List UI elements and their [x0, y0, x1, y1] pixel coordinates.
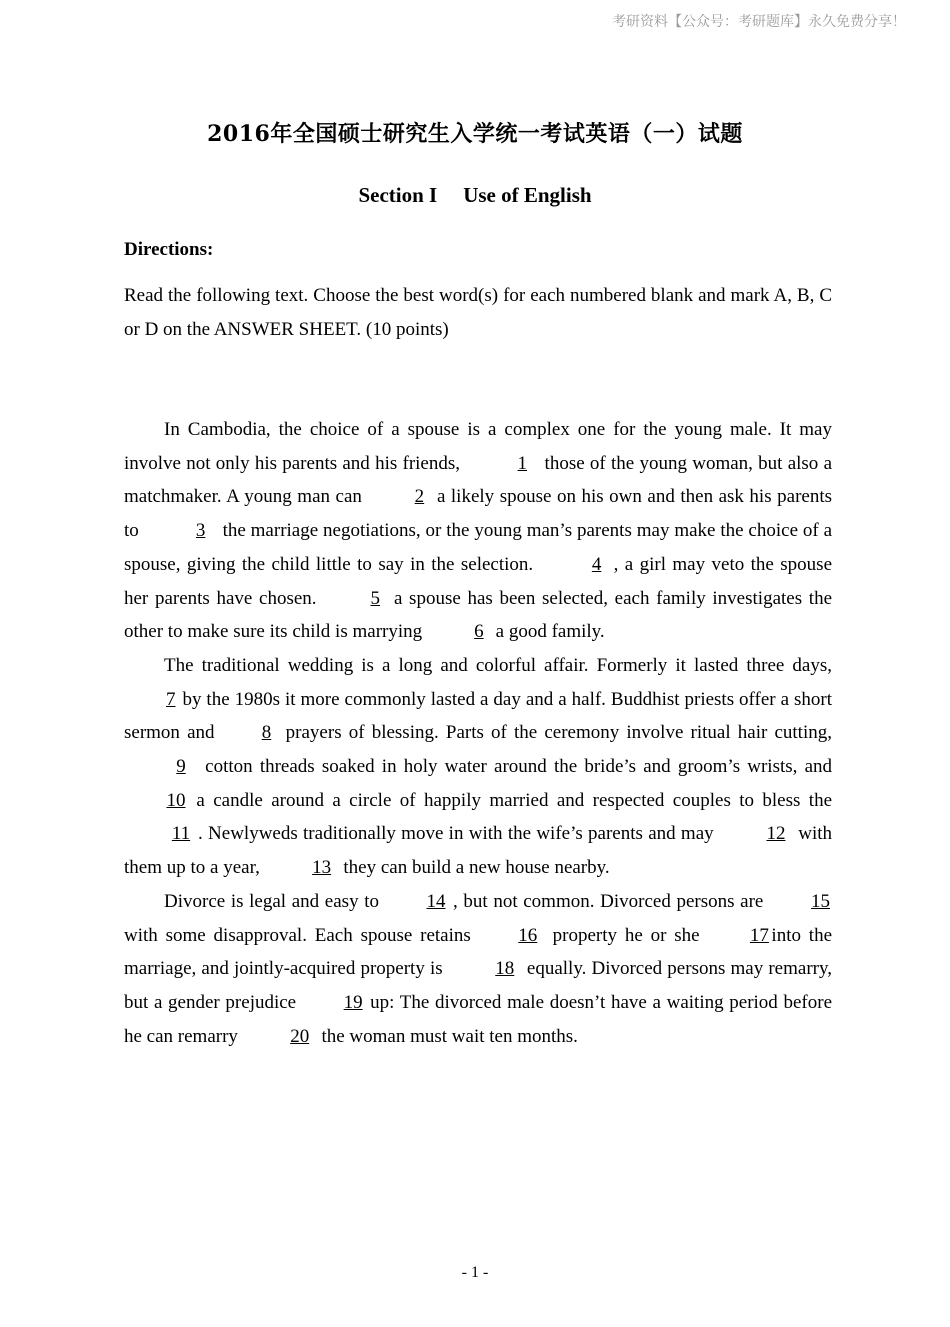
- blank-8: 8: [261, 722, 272, 744]
- blank-2: 2: [414, 486, 425, 508]
- text-segment: cotton threads soaked in holy water around the bride’s and groom’s wrists, and: [205, 756, 833, 778]
- text-segment: a likely spouse on his own and then ask his parents to: [124, 486, 832, 542]
- text-segment: , but not common. Divorced persons are: [453, 890, 764, 912]
- blank-4: 4: [591, 553, 602, 575]
- blank-6: 6: [474, 621, 484, 643]
- blank-3: 3: [195, 520, 206, 542]
- blank-12: 12: [766, 823, 786, 845]
- blank-14: 14: [426, 890, 446, 912]
- watermark: 考研资料【公众号：考研题库】永久免费分享！: [612, 14, 906, 30]
- text-segment: property he or she: [552, 924, 700, 946]
- text-segment: a good family.: [495, 621, 605, 643]
- text-segment: , a girl may veto the spouse her parents have chosen.: [124, 553, 833, 609]
- text-segment: those of the young woman, but also a matchmaker. A young man can: [124, 452, 832, 508]
- paragraph-1: [124, 413, 832, 649]
- text-segment: into the marriage, and jointly-acquired property is: [124, 924, 833, 980]
- section-name: Use of English: [463, 183, 592, 207]
- paragraph-2: [124, 649, 832, 885]
- section-number: Section I: [358, 183, 438, 207]
- section-heading: [0, 180, 950, 210]
- text-segment: The traditional wedding is a long and colorful affair. Formerly it lasted three days,: [164, 654, 832, 676]
- blank-20: 20: [290, 1025, 310, 1047]
- page-title: 2016年全国硕士研究生入学统一考试英语（一）试题: [207, 121, 743, 147]
- paragraph-3: [124, 885, 832, 1054]
- text-segment: up: The divorced male doesn’t have a waiting period before he can remarry: [124, 991, 833, 1047]
- cloze-passage: [124, 413, 832, 1053]
- directions-heading: Directions:: [124, 239, 214, 260]
- text-segment: equally. Divorced persons may remarry, but a gender prejudice: [124, 958, 832, 1013]
- blank-13: 13: [312, 857, 332, 879]
- blank-19: 19: [343, 991, 363, 1013]
- page-number: - 1 -: [461, 1264, 489, 1281]
- text-segment: a spouse has been selected, each family investigates the other to make sure its child is marrying: [124, 587, 833, 643]
- blank-5: 5: [370, 587, 380, 609]
- blank-11: 11: [171, 823, 191, 845]
- text-segment: by the 1980s it more commonly lasted a day and a half. Buddhist priests offer a short sermon and: [124, 688, 833, 744]
- blank-7: 7: [166, 688, 176, 710]
- blank-18: 18: [495, 958, 515, 980]
- blank-15: 15: [811, 890, 831, 912]
- text-segment: In Cambodia, the choice of a spouse is a complex one for the young male. It may involve not only his parents and his friends,: [124, 419, 832, 474]
- text-segment: Divorce is legal and easy to: [164, 890, 379, 912]
- blank-10: 10: [166, 789, 186, 811]
- text-segment: a candle around a circle of happily married and respected couples to bless the: [196, 789, 833, 811]
- blank-9: 9: [176, 756, 186, 778]
- directions-text: Read the following text. Choose the best word(s) for each numbered blank and mark A, B, C or D on the ANSWER SHEET. (10 points): [124, 285, 832, 340]
- text-segment: the woman must wait ten months.: [321, 1025, 578, 1047]
- text-segment: prayers of blessing. Parts of the ceremony involve ritual hair cutting,: [285, 722, 832, 744]
- text-segment: with them up to a year,: [124, 823, 833, 879]
- blank-1: 1: [517, 452, 528, 474]
- text-segment: . Newlyweds traditionally move in with the wife’s parents and may: [198, 823, 714, 845]
- blank-16: 16: [518, 924, 538, 946]
- text-segment: with some disapproval. Each spouse retains: [124, 924, 471, 946]
- blank-17: 17: [749, 924, 769, 946]
- text-segment: the marriage negotiations, or the young man’s parents may make the choice of a spouse, giving the child little to say in the selection.: [124, 520, 833, 575]
- text-segment: they can build a new house nearby.: [343, 857, 610, 879]
